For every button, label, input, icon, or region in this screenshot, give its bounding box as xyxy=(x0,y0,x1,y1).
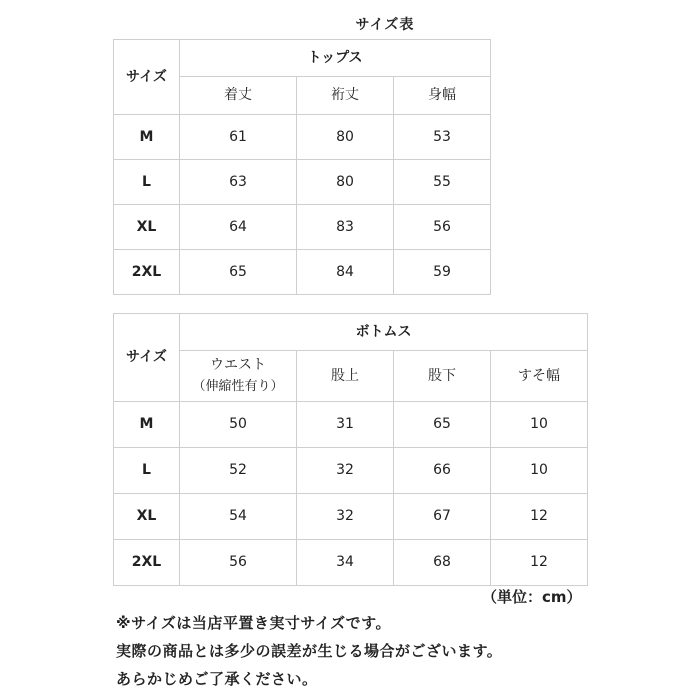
bottoms-size-header: サイズ xyxy=(114,314,180,402)
unit-label: （単位：cm） xyxy=(482,588,582,606)
value-cell: 54 xyxy=(180,494,297,540)
value-cell: 80 xyxy=(297,160,394,205)
size-cell: L xyxy=(114,160,180,205)
size-cell: 2XL xyxy=(114,540,180,586)
table-row xyxy=(114,402,588,448)
tops-col-header: 着丈 xyxy=(180,77,297,115)
table-row xyxy=(114,160,491,205)
value-cell: 84 xyxy=(297,250,394,295)
value-cell: 65 xyxy=(394,402,491,448)
bottoms-col-header: 股上 xyxy=(297,351,394,402)
value-cell: 56 xyxy=(180,540,297,586)
table-row xyxy=(114,250,491,295)
value-cell: 52 xyxy=(180,448,297,494)
value-cell: 64 xyxy=(180,205,297,250)
value-cell: 66 xyxy=(394,448,491,494)
waist-label: ウエスト xyxy=(210,357,266,374)
bottoms-col-header-waist xyxy=(180,351,297,402)
value-cell: 68 xyxy=(394,540,491,586)
table-row xyxy=(114,205,491,250)
bottoms-group-header: ボトムス xyxy=(180,314,588,351)
bottoms-col-header: 股下 xyxy=(394,351,491,402)
table-row xyxy=(114,494,588,540)
table-row xyxy=(114,448,588,494)
bottoms-size-table xyxy=(113,313,588,586)
value-cell: 53 xyxy=(394,115,491,160)
table-row xyxy=(114,115,491,160)
value-cell: 12 xyxy=(491,494,588,540)
tops-col-header: 身幅 xyxy=(394,77,491,115)
size-cell: M xyxy=(114,402,180,448)
size-cell: L xyxy=(114,448,180,494)
value-cell: 59 xyxy=(394,250,491,295)
value-cell: 34 xyxy=(297,540,394,586)
note-line-1: ※サイズは当店平置き実寸サイズです。 xyxy=(116,614,391,632)
size-cell: 2XL xyxy=(114,250,180,295)
value-cell: 31 xyxy=(297,402,394,448)
waist-sublabel: （伸縮性有り） xyxy=(192,378,284,394)
tops-size-table xyxy=(113,39,491,295)
value-cell: 50 xyxy=(180,402,297,448)
value-cell: 67 xyxy=(394,494,491,540)
tops-size-header: サイズ xyxy=(114,40,180,115)
value-cell: 32 xyxy=(297,494,394,540)
tops-group-header: トップス xyxy=(180,40,491,77)
size-cell: XL xyxy=(114,494,180,540)
value-cell: 65 xyxy=(180,250,297,295)
table-row xyxy=(114,540,588,586)
bottoms-col-header: すそ幅 xyxy=(491,351,588,402)
page-title: サイズ表 xyxy=(355,17,415,33)
value-cell: 83 xyxy=(297,205,394,250)
tops-col-header: 裄丈 xyxy=(297,77,394,115)
note-line-3: あらかじめご了承ください。 xyxy=(116,670,318,688)
value-cell: 63 xyxy=(180,160,297,205)
size-cell: XL xyxy=(114,205,180,250)
note-line-2: 実際の商品とは多少の誤差が生じる場合がございます。 xyxy=(116,642,503,660)
value-cell: 10 xyxy=(491,402,588,448)
value-cell: 32 xyxy=(297,448,394,494)
value-cell: 55 xyxy=(394,160,491,205)
value-cell: 10 xyxy=(491,448,588,494)
value-cell: 56 xyxy=(394,205,491,250)
value-cell: 12 xyxy=(491,540,588,586)
value-cell: 61 xyxy=(180,115,297,160)
value-cell: 80 xyxy=(297,115,394,160)
size-cell: M xyxy=(114,115,180,160)
